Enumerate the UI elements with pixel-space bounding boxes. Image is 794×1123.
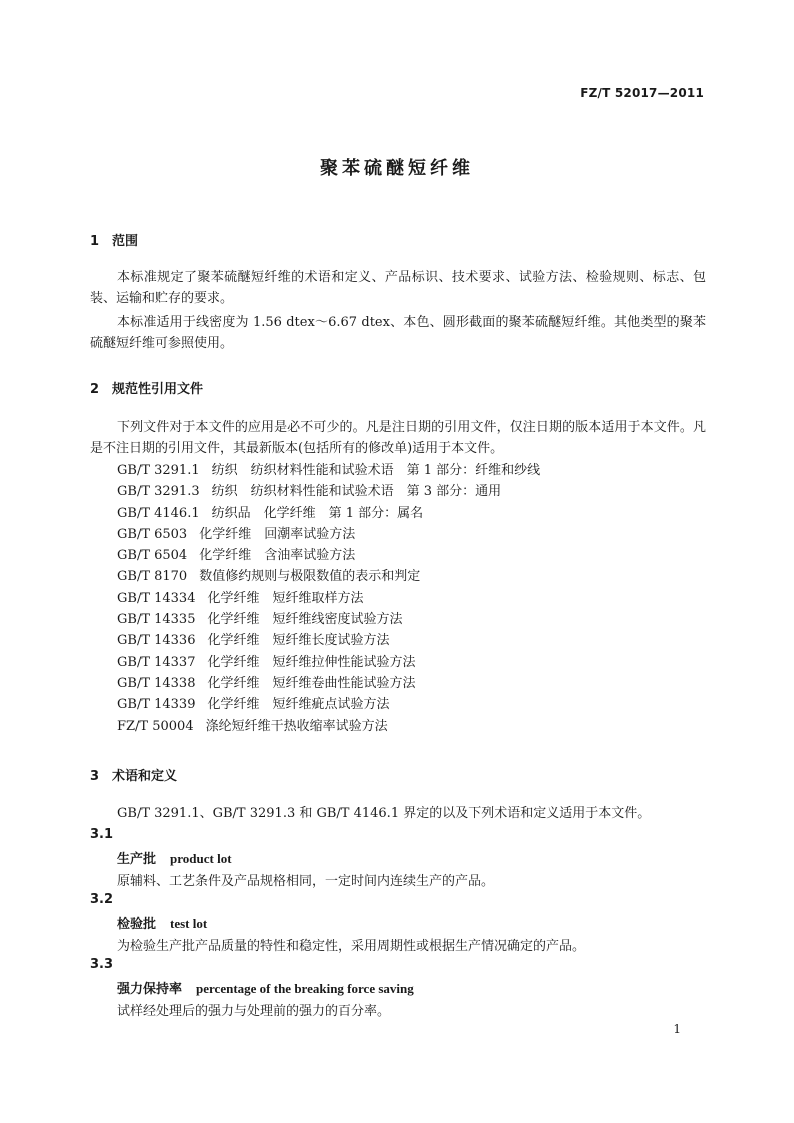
term-definition: 试样经处理后的强力与处理前的强力的百分率。	[117, 1004, 391, 1019]
reference-item	[117, 588, 540, 609]
reference-code: GB/T 14335	[117, 612, 196, 628]
reference-code: GB/T 3291.3	[117, 484, 200, 500]
reference-title: 纺织 纺织材料性能和试验术语 第 1 部分：纤维和纱线	[211, 463, 541, 478]
reference-code: GB/T 8170	[117, 569, 188, 585]
reference-item	[117, 694, 540, 715]
section-1-heading	[90, 230, 138, 249]
term-en: test lot	[170, 916, 208, 931]
section-title: 术语和定义	[112, 769, 178, 784]
term-definition: 为检验生产批产品质量的特性和稳定性，采用周期性或根据生产情况确定的产品。	[117, 939, 586, 954]
reference-code: GB/T 14337	[117, 654, 196, 670]
reference-item	[117, 652, 540, 673]
term-number: 3.2	[90, 892, 114, 907]
page-number: 1	[673, 1022, 681, 1036]
reference-item	[117, 609, 540, 630]
reference-item	[117, 524, 540, 545]
reference-item	[117, 716, 540, 737]
reference-item	[117, 460, 540, 481]
term-cn: 强力保持率	[117, 982, 183, 997]
reference-title: 化学纤维 短纤维线密度试验方法	[207, 612, 403, 628]
reference-item	[117, 673, 540, 694]
reference-item	[117, 481, 540, 502]
section-number: 2	[90, 382, 100, 397]
reference-item	[117, 630, 540, 651]
standard-code: FZ/T 52017—2011	[580, 86, 704, 100]
reference-code: GB/T 14339	[117, 697, 196, 713]
reference-title: 数值修约规则与极限数值的表示和判定	[199, 569, 421, 585]
reference-code: GB/T 14336	[117, 633, 196, 649]
reference-title: 化学纤维 回潮率试验方法	[199, 526, 356, 542]
section-number: 1	[90, 234, 100, 249]
section-number: 3	[90, 769, 100, 784]
term-name	[117, 913, 207, 932]
term-name	[117, 848, 232, 867]
reference-item	[117, 566, 540, 587]
reference-title: 化学纤维 含油率试验方法	[199, 548, 356, 564]
term-en: percentage of the breaking force saving	[196, 981, 414, 996]
reference-title: 化学纤维 短纤维拉伸性能试验方法	[207, 654, 416, 670]
reference-code: GB/T 14334	[117, 590, 196, 606]
normative-references-list	[117, 460, 540, 737]
term-en: product lot	[170, 851, 232, 866]
reference-code: GB/T 6504	[117, 548, 188, 564]
term-name	[117, 978, 414, 997]
document-title: 聚苯硫醚短纤维	[320, 158, 474, 179]
reference-item	[117, 545, 540, 566]
reference-code: GB/T 14338	[117, 675, 196, 691]
section-1-paragraph-2: 本标准适用于线密度为 1.56 dtex～6.67 dtex、本色、圆形截面的聚苯硫醚短纤维。其他类型的聚苯硫醚短纤维可参照使用。	[90, 315, 706, 351]
reference-title: 化学纤维 短纤维取样方法	[207, 590, 364, 606]
section-1-paragraph-1: 本标准规定了聚苯硫醚短纤维的术语和定义、产品标识、技术要求、试验方法、检验规则、标志、包装、运输和贮存的要求。	[90, 270, 706, 306]
reference-title: 纺织 纺织材料性能和试验术语 第 3 部分：通用	[211, 484, 502, 500]
reference-item	[117, 503, 540, 524]
term-cn: 生产批	[117, 852, 157, 867]
section-3-heading	[90, 765, 177, 784]
term-number: 3.1	[90, 827, 114, 842]
term-definition: 原辅料、工艺条件及产品规格相同，一定时间内连续生产的产品。	[117, 874, 495, 889]
section-title: 范围	[112, 234, 139, 249]
reference-code: GB/T 6503	[117, 526, 188, 542]
reference-code: FZ/T 50004	[117, 718, 194, 734]
reference-title: 化学纤维 短纤维卷曲性能试验方法	[207, 675, 416, 691]
section-3-intro: GB/T 3291.1、GB/T 3291.3 和 GB/T 4146.1 界定的以及下列术语和定义适用于本文件。	[117, 806, 651, 821]
term-cn: 检验批	[117, 917, 157, 932]
reference-title: 纺织品 化学纤维 第 1 部分：属名	[211, 505, 424, 521]
section-title: 规范性引用文件	[112, 382, 204, 397]
reference-code: GB/T 4146.1	[117, 505, 200, 521]
reference-title: 化学纤维 短纤维疵点试验方法	[207, 697, 390, 713]
reference-title: 化学纤维 短纤维长度试验方法	[207, 633, 390, 649]
section-2-heading	[90, 378, 203, 397]
term-number: 3.3	[90, 957, 114, 972]
reference-code: GB/T 3291.1	[117, 463, 200, 478]
section-2-paragraph: 下列文件对于本文件的应用是必不可少的。凡是注日期的引用文件，仅注日期的版本适用于本文件。凡是不注日期的引用文件，其最新版本(包括所有的修改单)适用于本文件。	[90, 420, 706, 456]
reference-title: 涤纶短纤维干热收缩率试验方法	[205, 718, 388, 734]
